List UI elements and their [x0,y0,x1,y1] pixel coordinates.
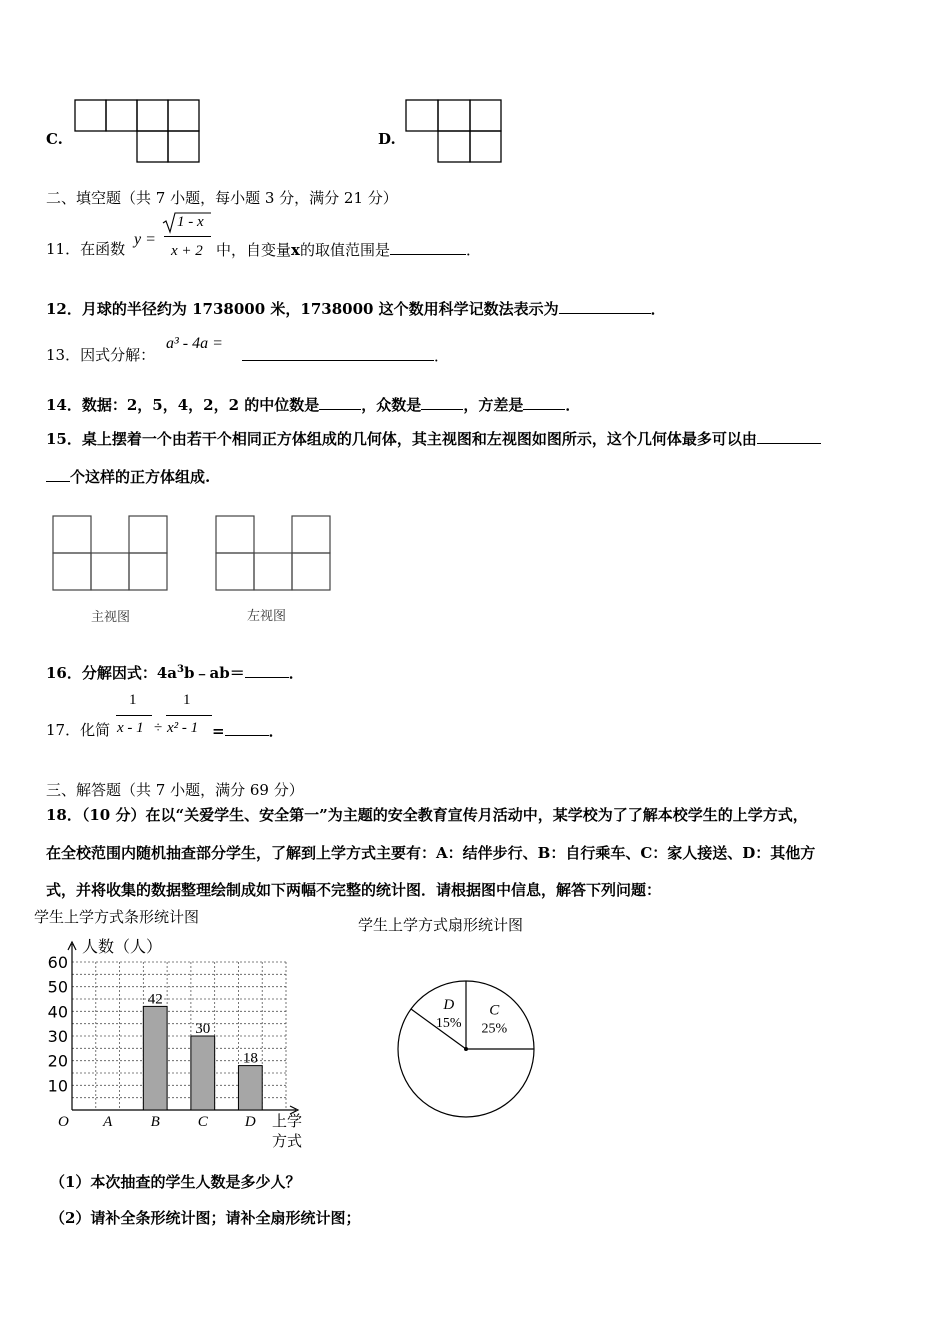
q12-answer-blank[interactable] [559,299,651,314]
q15-front-caption: 主视图 [91,610,131,625]
bar-chart-value-C: 30 [195,1021,211,1037]
q17-denominator-2: x² - 1 [167,720,199,736]
bar-chart-xlabel-line1: 上学 [272,1112,303,1130]
bar-chart-xtick-A: A [103,1114,113,1130]
q16: 16．分解因式：$4a^3b﹣ab=$ ． [46,664,304,682]
bar-chart-xtick-D: D [244,1114,256,1130]
bar-chart-title: 学生上学方式条形统计图 [34,908,200,926]
q15-left-view [215,514,333,594]
q15-line2: 个这样的正方体组成. [46,467,210,486]
q17-answer-blank[interactable] [225,721,269,736]
q17-tail: = ． [212,722,284,740]
q11-numerator: 1 - x [177,214,204,230]
q11-y: y = [134,231,156,248]
pie-chart-title: 学生上学方式扇形统计图 [358,916,524,934]
q15-front-view [52,514,170,594]
pie-label-d: D [443,997,455,1014]
q17-divide: ÷ [154,720,163,736]
bar-chart-xlabel-line2: 方式 [272,1132,303,1150]
bar-chart-ytick-10: 10 [47,1076,68,1096]
q11-denominator: x + 2 [171,243,203,259]
q11-suffix: 中，自变量x的取值范围是 ． [216,241,481,259]
bar-chart-ytick-20: 20 [47,1051,68,1071]
q18-sub2: （2）请补全条形统计图；请补全扇形统计图； [50,1209,361,1227]
bar-chart-ytick-50: 50 [47,977,68,997]
q11-prefix: 11．在函数 [46,240,126,258]
option-c-label: C. [46,130,63,148]
q11-answer-blank[interactable] [390,240,466,255]
bar-chart-ytick-40: 40 [47,1002,68,1022]
pie-percent-c: 25% [481,1021,508,1037]
q16-answer-blank[interactable] [245,663,289,678]
q17-denominator-1: x - 1 [117,720,144,736]
bar-chart [34,904,334,1152]
q13-answer-blank[interactable] [242,346,434,361]
q15-line1: 15．桌上摆着一个由若干个相同正方体组成的几何体，其主视图和左视图如图所示，这个几何体最多可以由 [46,429,821,448]
q14-mode-blank[interactable] [421,395,463,410]
section2-heading: 二、填空题（共 7 小题，每小题 3 分，满分 21 分） [46,189,398,207]
q14-median-blank[interactable] [319,395,361,410]
section3-heading: 三、解答题（共 7 小题，满分 69 分） [46,781,304,799]
q11-fraction-bar [164,236,211,237]
pie-center [464,1047,468,1051]
q14: 14．数据：2，5，4，2，2 的中位数是 ，众数是 ，方差是 ． [46,396,581,414]
pie-chart-marks [398,981,534,1117]
q17-numerator-2: 1 [183,692,191,708]
q15-answer-blank[interactable] [757,429,821,444]
q18-sub1: （1）本次抽查的学生人数是多少人？ [50,1173,301,1191]
option-c-figure [74,99,202,165]
q18-line1: 18．（10 分）在以“关爱学生、安全第一”为主题的安全教育宣传月活动中，某学校为了了解本校学生的上学方式， [46,806,808,824]
bar-chart-bar-D [238,1066,262,1110]
bar-chart-ylabel: 人数（人） [82,937,163,956]
q15-left-caption: 左视图 [247,609,287,624]
bar-chart-value-B: 42 [147,991,163,1008]
bar-chart-marks [48,953,263,1130]
q15-answer-blank-cont[interactable] [46,467,70,482]
bar-chart-axes [68,942,298,1114]
bar-chart-ytick-60: 60 [47,953,68,972]
bar-chart-bar-C [191,1036,215,1110]
bar-chart-xtick-B: B [150,1114,160,1130]
option-d-label: D. [378,130,396,148]
q17-fraction-bar-2 [166,715,212,716]
pie-chart [356,912,556,1122]
q13-prefix: 13．因式分解： [46,346,156,364]
bar-chart-origin: O [58,1114,69,1130]
bar-chart-xtick-C: C [197,1114,208,1130]
q18-line2: 在全校范围内随机抽查部分学生，了解到上学方式主要有：A：结伴步行、B：自行乘车、C：家人接送、D：其他方 [46,844,816,862]
q17-prefix: 17．化简 [46,721,111,739]
q18-line3: 式，并将收集的数据整理绘制成如下两幅不完整的统计图．请根据图中信息，解答下列问题： [46,881,662,899]
option-d-figure [405,99,503,165]
bar-chart-ytick-30: 30 [47,1027,68,1046]
q13-expression: a³ - 4a = [166,335,223,352]
bar-chart-bar-B [143,1006,167,1110]
pie-label-c: C [489,1002,500,1019]
q13-blank-line: ． [242,346,449,365]
q12: 12．月球的半径约为 1738000 米，1738000 这个数用科学记数法表示为 ． [46,300,666,318]
bar-chart-value-D: 18 [242,1050,258,1067]
q17-numerator-1: 1 [129,692,137,708]
q14-variance-blank[interactable] [523,395,565,410]
pie-percent-d: 15% [435,1016,462,1032]
q17-fraction-bar-1 [116,715,152,716]
